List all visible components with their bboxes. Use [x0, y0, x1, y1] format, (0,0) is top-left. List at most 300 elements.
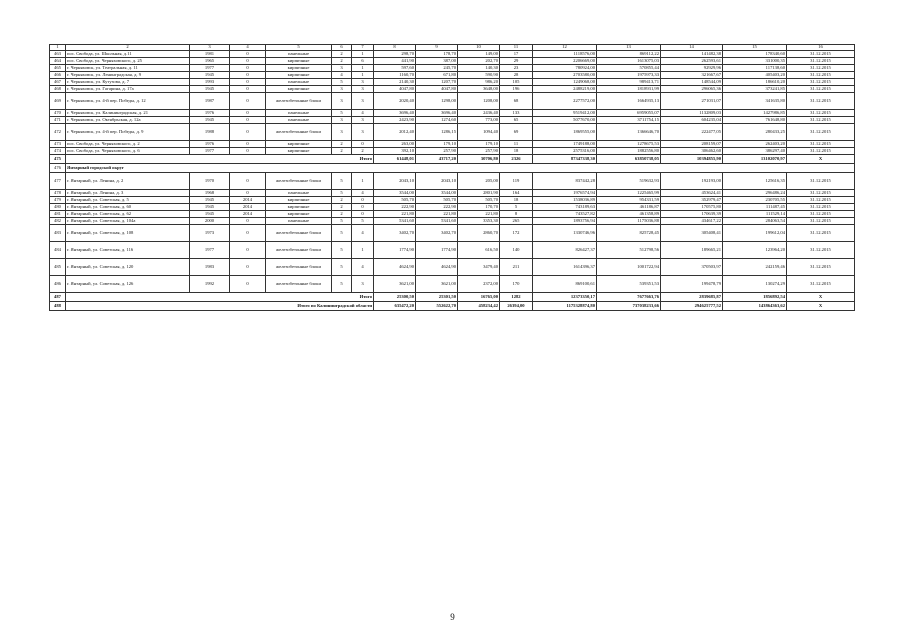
row-number: 487: [50, 293, 66, 302]
table-row: [50, 259, 855, 276]
row-number: 482: [50, 218, 66, 225]
residential-area: 149,00: [458, 51, 500, 58]
budget-cost: 370503,97: [661, 259, 723, 276]
total-area: 2140,30: [374, 79, 416, 86]
column-number: 16: [787, 45, 855, 51]
total-area: 2020,40: [374, 93, 416, 110]
build-year: 1977: [190, 242, 230, 259]
deadline: 31.12.2015: [787, 93, 855, 110]
fund-cost: 825728,45: [597, 225, 661, 242]
fund-cost: 1882556,80: [597, 148, 661, 155]
reconstruction-year: 0: [230, 218, 266, 225]
deadline: 31.12.2015: [787, 218, 855, 225]
wall-material: кирпичные: [266, 58, 332, 65]
residential-area: 202,70: [458, 58, 500, 65]
wall-material: кирпичные: [266, 72, 332, 79]
row-number: 485: [50, 259, 66, 276]
column-number: 10: [458, 45, 500, 51]
deadline: 31.12.2015: [787, 58, 855, 65]
address: г. Черняховск, ул. 4-й пер. Победы, д. 12: [66, 93, 190, 110]
table-row: [50, 65, 855, 72]
residents: 11: [500, 141, 533, 148]
column-number: 4: [230, 45, 266, 51]
owners-cost: 262403,20: [723, 141, 787, 148]
fund-cost: 461358,89: [597, 211, 661, 218]
reconstruction-year: 0: [230, 259, 266, 276]
deadline: X: [787, 293, 855, 302]
entrances: 3: [352, 79, 374, 86]
reconstruction-year: 2014: [230, 211, 266, 218]
row-number: 468: [50, 86, 66, 93]
total-area: 2423,90: [374, 117, 416, 124]
floors: 5: [332, 110, 352, 117]
residents: 69: [500, 124, 533, 141]
floors: 5: [332, 242, 352, 259]
reconstruction-year: 0: [230, 58, 266, 65]
row-number: 475: [50, 155, 66, 164]
column-number: 14: [661, 45, 723, 51]
residential-area: 1208,00: [458, 93, 500, 110]
total-area: 4047,80: [374, 86, 416, 93]
owners-cost: 373241,85: [723, 86, 787, 93]
table-row: [50, 58, 855, 65]
wall-material: железобетонные блоки: [266, 242, 332, 259]
floors: 5: [332, 218, 352, 225]
residents: 65: [500, 117, 533, 124]
owners-cost: 296486,24: [723, 190, 787, 197]
build-year: 1973: [190, 225, 230, 242]
residential-area: 1094,40: [458, 124, 500, 141]
entrances: 3: [352, 86, 374, 93]
living-area: 43717,20: [416, 155, 458, 164]
fund-cost: 7677663,76: [597, 293, 661, 302]
living-area: 1274,60: [416, 117, 458, 124]
build-year: 1981: [190, 51, 230, 58]
wall-material: железобетонные блоки: [266, 259, 332, 276]
row-number: 479: [50, 197, 66, 204]
floors: 2: [332, 211, 352, 218]
living-area: 3402,70: [416, 225, 458, 242]
wall-material: панельные: [266, 190, 332, 197]
residential-area: 773,00: [458, 117, 500, 124]
row-number: 473: [50, 141, 66, 148]
table-row: [50, 211, 855, 218]
total-area: 61448,01: [374, 155, 416, 164]
total-area: 3621,00: [374, 276, 416, 293]
entrances: 4: [352, 259, 374, 276]
wall-material: кирпичные: [266, 204, 332, 211]
column-number: 2: [66, 45, 190, 51]
row-number: 478: [50, 190, 66, 197]
fund-cost: 989413,71: [597, 79, 661, 86]
total-cost: 1869555,00: [533, 124, 597, 141]
living-area: 1298,00: [416, 93, 458, 110]
reconstruction-year: 0: [230, 173, 266, 190]
living-area: 1207,70: [416, 79, 458, 86]
residents: 29: [500, 58, 533, 65]
build-year: 1976: [190, 141, 230, 148]
total-cost: 1614396,37: [533, 259, 597, 276]
budget-cost: 2839685,87: [661, 293, 723, 302]
floors: 5: [332, 276, 352, 293]
deadline: 31.12.2015: [787, 242, 855, 259]
floors: 5: [332, 225, 352, 242]
total-cost: 1893756,94: [533, 218, 597, 225]
budget-cost: 1132809,03: [661, 110, 723, 117]
living-area: 1774,90: [416, 242, 458, 259]
row-number: 477: [50, 173, 66, 190]
entrances: 1: [352, 242, 374, 259]
total-cost: 2277572,00: [533, 93, 597, 110]
budget-cost: 170639,39: [661, 211, 723, 218]
row-number: 471: [50, 117, 66, 124]
column-number: 5: [266, 45, 332, 51]
deadline: 31.12.2015: [787, 72, 855, 79]
row-number: 486: [50, 276, 66, 293]
budget-cost: 222477,05: [661, 124, 723, 141]
reconstruction-year: 0: [230, 51, 266, 58]
entrances: 3: [352, 124, 374, 141]
budget-cost: 192193,00: [661, 173, 723, 190]
total-row: [50, 293, 855, 302]
deadline: 31.12.2015: [787, 148, 855, 155]
residential-area: 505,70: [458, 197, 500, 204]
fund-cost: 6959055,07: [597, 110, 661, 117]
fund-cost: 3711754,15: [597, 117, 661, 124]
build-year: 1987: [190, 93, 230, 110]
build-year: 1965: [190, 58, 230, 65]
build-year: 1977: [190, 148, 230, 155]
total-area: 3696,40: [374, 110, 416, 117]
table-row: [50, 86, 855, 93]
reconstruction-year: 0: [230, 141, 266, 148]
residents: 1282: [500, 293, 533, 302]
deadline: 31.12.2015: [787, 117, 855, 124]
address: г. Янтарный, ул. Советская, д. 120: [66, 259, 190, 276]
table-row: [50, 225, 855, 242]
budget-cost: 92929,96: [661, 65, 723, 72]
deadline: 31.12.2015: [787, 79, 855, 86]
entrances: 5: [352, 218, 374, 225]
build-year: 1977: [190, 65, 230, 72]
floors: 5: [332, 79, 352, 86]
residents: 105: [500, 79, 533, 86]
residents: 8: [500, 211, 533, 218]
floors: 3: [332, 93, 352, 110]
total-cost: 1330746,96: [533, 225, 597, 242]
table-row: [50, 51, 855, 58]
reconstruction-year: 2014: [230, 197, 266, 204]
floors: 5: [332, 259, 352, 276]
column-number: 11: [500, 45, 533, 51]
budget-cost: 148544,09: [661, 79, 723, 86]
reconstruction-year: 0: [230, 124, 266, 141]
deadline: 31.12.2015: [787, 259, 855, 276]
total-area: 5341,60: [374, 218, 416, 225]
residential-area: 170,70: [458, 204, 500, 211]
total-cost: 743189,63: [533, 204, 597, 211]
entrances: 4: [352, 225, 374, 242]
residents: 23: [500, 65, 533, 72]
owners-cost: 123964,20: [723, 242, 787, 259]
fund-cost: 1278675,53: [597, 141, 661, 148]
address: г. Янтарный, ул. Советская, д. 126: [66, 276, 190, 293]
reconstruction-year: 0: [230, 65, 266, 72]
budget-cost: 262593,61: [661, 58, 723, 65]
total-cost: 1175328874,80: [533, 302, 597, 311]
address: г. Янтарный, ул. Ленина, д. 2: [66, 173, 190, 190]
residents: 140: [500, 242, 533, 259]
living-area: 245,70: [416, 65, 458, 72]
owners-cost: 143864363,62: [723, 302, 787, 311]
total-area: 441,90: [374, 58, 416, 65]
fund-cost: 461186,87: [597, 204, 661, 211]
living-area: 3696,40: [416, 110, 458, 117]
living-area: 4047,80: [416, 86, 458, 93]
entrances: 0: [352, 197, 374, 204]
column-number: 3: [190, 45, 230, 51]
owners-cost: 280433,25: [723, 124, 787, 141]
reconstruction-year: 0: [230, 79, 266, 86]
entrances: 3: [352, 93, 374, 110]
column-number: 12: [533, 45, 597, 51]
address: г. Черняховск, ул. 4-й пер. Победы, д. 9: [66, 124, 190, 141]
total-area: 221,80: [374, 211, 416, 218]
fund-cost: 1975973,33: [597, 72, 661, 79]
residents: 170: [500, 276, 533, 293]
floors: 3: [332, 117, 352, 124]
table-row: [50, 110, 855, 117]
build-year: 1970: [190, 173, 230, 190]
page-number: 9: [450, 612, 455, 622]
total-cost: 9519412,00: [533, 110, 597, 117]
total-cost: 1249068,00: [533, 79, 597, 86]
deadline: 31.12.2015: [787, 211, 855, 218]
wall-material: железобетонные блоки: [266, 173, 332, 190]
address: пос. Свобода, ул. Черняховского, д. 25: [66, 58, 190, 65]
deadline: 31.12.2015: [787, 225, 855, 242]
table-row: [50, 79, 855, 86]
residential-area: 2801,90: [458, 190, 500, 197]
wall-material: железобетонные блоки: [266, 225, 332, 242]
table-row: [50, 124, 855, 141]
residential-area: 2436,40: [458, 110, 500, 117]
row-number: 481: [50, 211, 66, 218]
fund-cost: 519632,93: [597, 173, 661, 190]
table-row: [50, 117, 855, 124]
section-row: [50, 164, 855, 173]
entrances: 0: [352, 211, 374, 218]
build-year: 1983: [190, 259, 230, 276]
build-year: 2000: [190, 218, 230, 225]
budget-cost: 170575,80: [661, 204, 723, 211]
address: г. Черняховск, ул. Калининградская, д. 21: [66, 110, 190, 117]
budget-cost: 321667,67: [661, 72, 723, 79]
wall-material: железобетонные блоки: [266, 124, 332, 141]
residents: 18: [500, 148, 533, 155]
fund-cost: 1366646,70: [597, 124, 661, 141]
living-area: 3621,00: [416, 276, 458, 293]
row-number: 470: [50, 110, 66, 117]
residential-area: 3648,00: [458, 86, 500, 93]
total-area: 4624,90: [374, 259, 416, 276]
owners-cost: 230705,55: [723, 197, 787, 204]
wall-material: железобетонные блоки: [266, 276, 332, 293]
row-number: 474: [50, 148, 66, 155]
total-cost: 2488219,00: [533, 86, 597, 93]
living-area: 257,90: [416, 148, 458, 155]
total-area: 263,00: [374, 141, 416, 148]
residential-area: 257,90: [458, 148, 500, 155]
floors: 2: [332, 204, 352, 211]
reconstruction-year: 0: [230, 72, 266, 79]
living-area: 552622,70: [416, 302, 458, 311]
table-row: [50, 204, 855, 211]
total-cost: 869100,61: [533, 276, 597, 293]
owners-cost: 117138,60: [723, 65, 787, 72]
table-row: [50, 276, 855, 293]
residential-area: 986,20: [458, 79, 500, 86]
owners-cost: 125616,35: [723, 173, 787, 190]
build-year: 1988: [190, 124, 230, 141]
fund-cost: 570855,44: [597, 65, 661, 72]
total-cost: 2206669,00: [533, 58, 597, 65]
wall-material: панельные: [266, 218, 332, 225]
total-cost: 5077670,00: [533, 117, 597, 124]
residential-area: 458234,42: [458, 302, 500, 311]
deadline: X: [787, 302, 855, 311]
owners-cost: 1856892,54: [723, 293, 787, 302]
row-number: 480: [50, 204, 66, 211]
fund-cost: 539351,53: [597, 276, 661, 293]
column-number: 13: [597, 45, 661, 51]
residential-area: 16765,00: [458, 293, 500, 302]
residents: 17: [500, 51, 533, 58]
budget-cost: 294625777,52: [661, 302, 723, 311]
total-cost: 1976574,94: [533, 190, 597, 197]
row-number: 464: [50, 58, 66, 65]
build-year: 1976: [190, 110, 230, 117]
residents: 172: [500, 225, 533, 242]
floors: 5: [332, 173, 352, 190]
deadline: X: [787, 155, 855, 164]
reconstruction-year: 2014: [230, 204, 266, 211]
owners-cost: 111487,45: [723, 204, 787, 211]
address: г. Янтарный, ул. Ленина, д. 3: [66, 190, 190, 197]
residential-area: 3353,30: [458, 218, 500, 225]
address: г. Черняховск, ул. Октябрьская, д. 12а: [66, 117, 190, 124]
floors: 3: [332, 86, 352, 93]
total-cost: 1749188,00: [533, 141, 597, 148]
living-area: 221,80: [416, 211, 458, 218]
residents: 265: [500, 218, 533, 225]
address: г. Янтарный, ул. Советская, д. 104а: [66, 218, 190, 225]
table-row: [50, 148, 855, 155]
fund-cost: 1613075,03: [597, 58, 661, 65]
residential-area: 3479,40: [458, 259, 500, 276]
budget-cost: 306462,60: [661, 148, 723, 155]
residential-area: 30706,80: [458, 155, 500, 164]
wall-material: панельные: [266, 51, 332, 58]
floors: 3: [332, 124, 352, 141]
residential-area: 590,90: [458, 72, 500, 79]
column-number: 8: [374, 45, 416, 51]
total-area: 1774,90: [374, 242, 416, 259]
reconstruction-year: 0: [230, 242, 266, 259]
column-number: 6: [332, 45, 352, 51]
fund-cost: 1664935,13: [597, 93, 661, 110]
total-cost: 837442,28: [533, 173, 597, 190]
table-row: [50, 218, 855, 225]
row-number: 483: [50, 225, 66, 242]
address: г. Янтарный, ул. Советская, д. 60: [66, 204, 190, 211]
budget-cost: 453624,41: [661, 190, 723, 197]
address: г. Черняховск, ул. Кутузова, д. 7: [66, 79, 190, 86]
total-area: 1160,70: [374, 72, 416, 79]
owners-cost: 331000,35: [723, 58, 787, 65]
deadline: 31.12.2015: [787, 141, 855, 148]
reconstruction-year: 0: [230, 110, 266, 117]
residents: 18: [500, 197, 533, 204]
deadline: 31.12.2015: [787, 65, 855, 72]
owners-cost: 199612,04: [723, 225, 787, 242]
wall-material: кирпичные: [266, 211, 332, 218]
total-area: 222,90: [374, 204, 416, 211]
reconstruction-year: 0: [230, 86, 266, 93]
living-area: 4624,90: [416, 259, 458, 276]
row-number: 476: [50, 164, 66, 173]
total-cost: 2575316,00: [533, 148, 597, 155]
table-row: [50, 173, 855, 190]
entrances: 3: [352, 117, 374, 124]
floors: 2: [332, 141, 352, 148]
reconstruction-year: 0: [230, 190, 266, 197]
total-label: Итого: [66, 155, 374, 164]
build-year: 1945: [190, 211, 230, 218]
residential-area: 616,50: [458, 242, 500, 259]
row-number: 465: [50, 65, 66, 72]
fund-cost: 954331,59: [597, 197, 661, 204]
entrances: 0: [352, 204, 374, 211]
column-number: 9: [416, 45, 458, 51]
owners-cost: 186610,20: [723, 79, 787, 86]
total-area: 2043,10: [374, 173, 416, 190]
fund-cost: 1225465,99: [597, 190, 661, 197]
section-title: Янтарный городской округ: [66, 164, 855, 173]
residential-area: 140,30: [458, 65, 500, 72]
deadline: 31.12.2015: [787, 204, 855, 211]
owners-cost: 761648,80: [723, 117, 787, 124]
fund-cost: 869112,22: [597, 51, 661, 58]
wall-material: железобетонные блоки: [266, 93, 332, 110]
deadline: 31.12.2015: [787, 124, 855, 141]
owners-cost: 13102070,97: [723, 155, 787, 164]
address: г. Янтарный, ул. Советская, д. 62: [66, 211, 190, 218]
fund-cost: 63850738,05: [597, 155, 661, 164]
address: пос. Свобода, ул. Черняховского, д. 2: [66, 141, 190, 148]
residents: 28: [500, 72, 533, 79]
wall-material: панельные: [266, 79, 332, 86]
owners-cost: 178340,60: [723, 51, 787, 58]
total-cost: 1118576,00: [533, 51, 597, 58]
table-row: [50, 72, 855, 79]
total-area: 298,70: [374, 51, 416, 58]
living-area: 3544,00: [416, 190, 458, 197]
reconstruction-year: 0: [230, 117, 266, 124]
deadline: 31.12.2015: [787, 197, 855, 204]
build-year: 1945: [190, 197, 230, 204]
table-row: [50, 190, 855, 197]
